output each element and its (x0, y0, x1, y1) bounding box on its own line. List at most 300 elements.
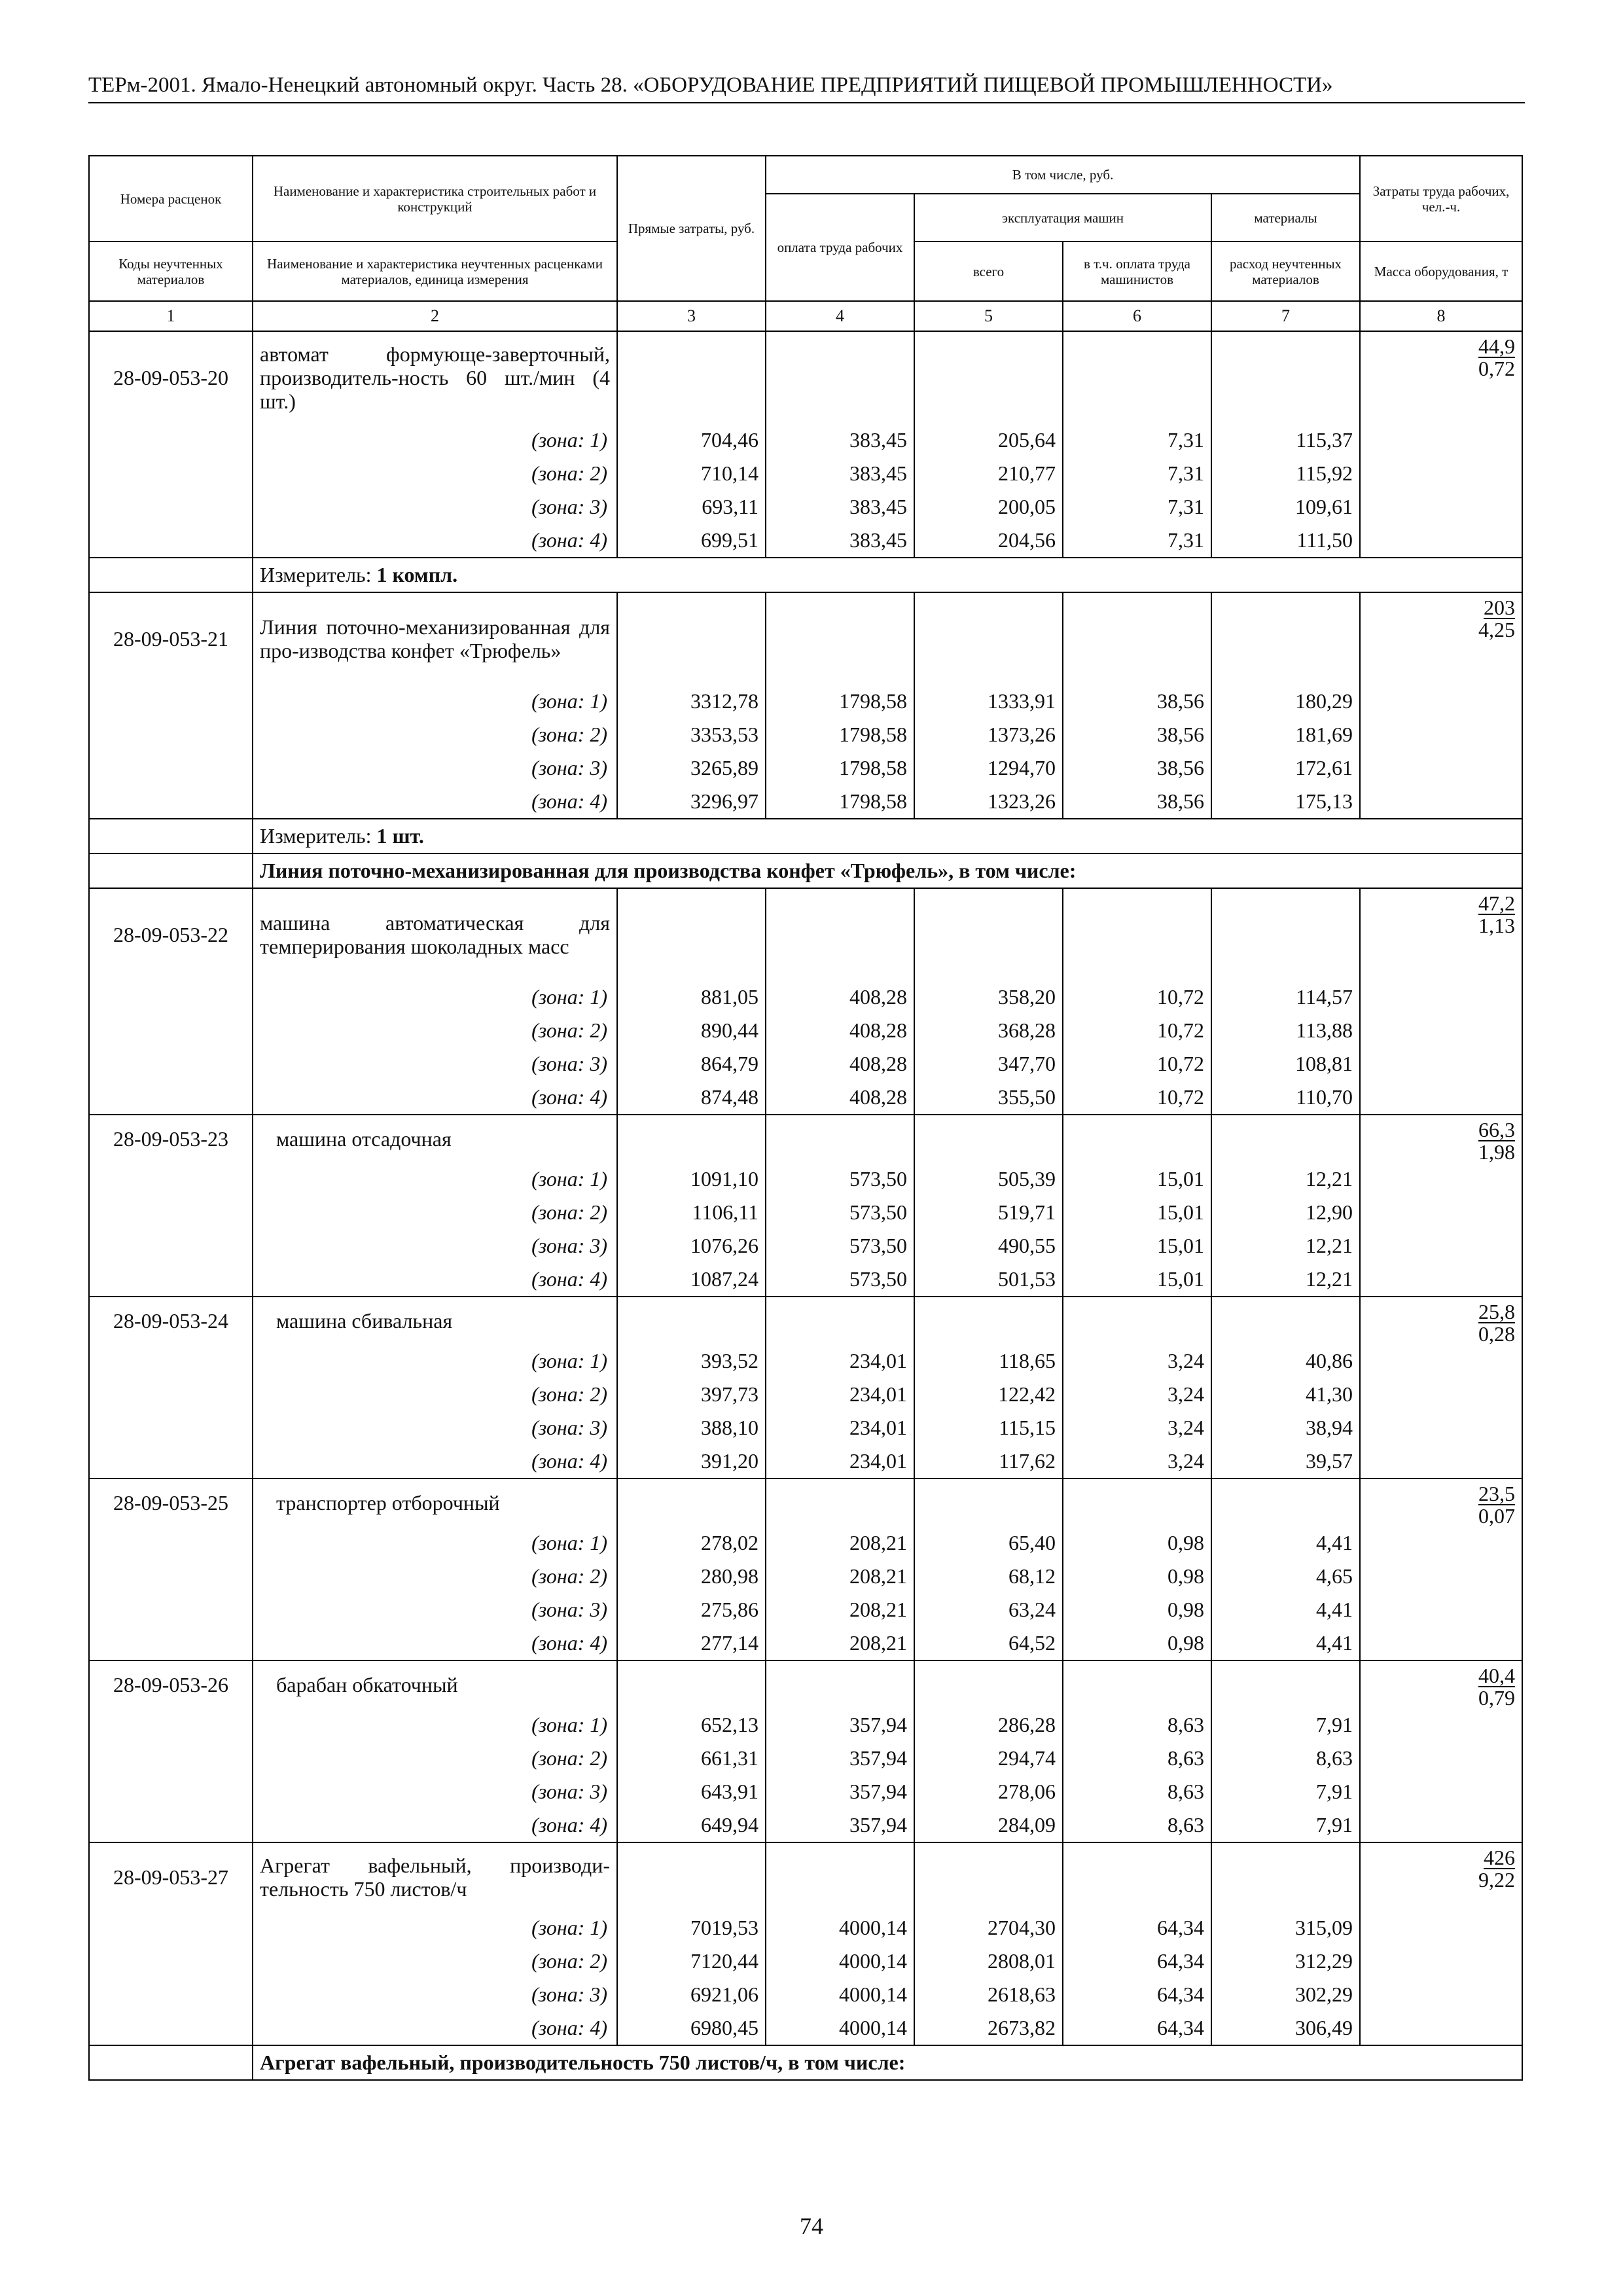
zone-label: (зона: 3) (253, 1047, 617, 1081)
cost-value: 7,91 (1211, 1708, 1360, 1742)
cost-value: 0,98 (1063, 1526, 1211, 1560)
empty-cell (1360, 1196, 1522, 1229)
zone-label: (зона: 1) (253, 1162, 617, 1196)
zone-label: (зона: 3) (253, 1978, 617, 2011)
cost-value: 10,72 (1063, 1081, 1211, 1115)
cost-value: 3296,97 (617, 785, 766, 819)
cost-value: 312,29 (1211, 1945, 1360, 1978)
empty-cell (89, 1196, 253, 1229)
cost-value: 874,48 (617, 1081, 766, 1115)
cost-value: 205,64 (914, 423, 1063, 457)
cost-value: 1106,11 (617, 1196, 766, 1229)
empty-cell (89, 751, 253, 785)
zone-row (89, 1742, 1522, 1775)
empty-cell (1360, 1560, 1522, 1593)
cost-value: 881,05 (617, 980, 766, 1014)
column-number: 1 (89, 301, 253, 331)
empty-cell (1063, 1842, 1211, 1911)
zone-row (89, 685, 1522, 718)
cost-value: 1323,26 (914, 785, 1063, 819)
equipment-mass-value: 1,98 (1478, 1140, 1516, 1164)
cost-value: 383,45 (766, 524, 914, 558)
zone-row (89, 1775, 1522, 1808)
cost-value: 7,31 (1063, 423, 1211, 457)
cost-value: 704,46 (617, 423, 766, 457)
cost-value: 573,50 (766, 1229, 914, 1263)
empty-cell (766, 1297, 914, 1344)
cost-value: 505,39 (914, 1162, 1063, 1196)
empty-cell (617, 331, 766, 423)
empty-cell (1360, 1626, 1522, 1660)
cost-value: 208,21 (766, 1526, 914, 1560)
zone-row (89, 1047, 1522, 1081)
measure-row (89, 819, 1522, 853)
empty-cell (914, 592, 1063, 685)
empty-cell (1360, 1911, 1522, 1945)
cost-value: 347,70 (914, 1047, 1063, 1081)
cost-value: 3265,89 (617, 751, 766, 785)
machines-header: эксплуатация машин (914, 194, 1211, 242)
cost-value: 357,94 (766, 1775, 914, 1808)
cost-value: 63,24 (914, 1593, 1063, 1626)
empty-cell (914, 1297, 1063, 1344)
zone-label: (зона: 3) (253, 1229, 617, 1263)
item-row (89, 1115, 1522, 1162)
zone-row (89, 1560, 1522, 1593)
cost-value: 573,50 (766, 1196, 914, 1229)
empty-cell (1211, 592, 1360, 685)
cost-value: 357,94 (766, 1742, 914, 1775)
empty-cell (914, 1479, 1063, 1526)
cost-value: 110,70 (1211, 1081, 1360, 1115)
cost-value: 0,98 (1063, 1560, 1211, 1593)
price-code: 28-09-053-22 (89, 888, 253, 980)
empty-cell (617, 888, 766, 980)
empty-cell (766, 1479, 914, 1526)
cost-value: 12,21 (1211, 1263, 1360, 1297)
equipment-mass-value: 4,25 (1478, 618, 1516, 641)
item-row (89, 1297, 1522, 1344)
empty-cell (89, 1626, 253, 1660)
zone-label: (зона: 2) (253, 1560, 617, 1593)
cost-value: 208,21 (766, 1593, 914, 1626)
cost-value: 4000,14 (766, 1978, 914, 2011)
cost-value: 38,56 (1063, 685, 1211, 718)
cost-value: 573,50 (766, 1263, 914, 1297)
cost-value: 208,21 (766, 1560, 914, 1593)
cost-value: 64,34 (1063, 1978, 1211, 2011)
cost-value: 294,74 (914, 1742, 1063, 1775)
cost-value: 8,63 (1063, 1775, 1211, 1808)
cost-value: 890,44 (617, 1014, 766, 1047)
price-code: 28-09-053-21 (89, 592, 253, 685)
cost-value: 1798,58 (766, 718, 914, 751)
empty-cell (1360, 1344, 1522, 1378)
empty-cell (89, 685, 253, 718)
empty-cell (1211, 1297, 1360, 1344)
empty-cell (914, 1842, 1063, 1911)
empty-cell (89, 558, 253, 592)
cost-value: 649,94 (617, 1808, 766, 1842)
cost-value: 8,63 (1211, 1742, 1360, 1775)
empty-cell (1211, 888, 1360, 980)
zone-label: (зона: 4) (253, 1808, 617, 1842)
equipment-mass-value: 1,13 (1478, 914, 1516, 937)
table-header (89, 156, 1522, 331)
empty-cell (89, 1808, 253, 1842)
empty-cell (1211, 1842, 1360, 1911)
measure-unit: 1 шт. (376, 824, 424, 848)
equipment-mass-value: 0,72 (1478, 357, 1516, 380)
work-name: Линия поточно-механизированная для про-изводства конфет «Трюфель» (253, 592, 617, 685)
empty-cell (89, 1378, 253, 1411)
zone-row (89, 457, 1522, 490)
zone-row (89, 1911, 1522, 1945)
cost-value: 1091,10 (617, 1162, 766, 1196)
cost-value: 68,12 (914, 1560, 1063, 1593)
empty-cell (914, 1660, 1063, 1708)
cost-value: 357,94 (766, 1808, 914, 1842)
work-name: машина сбивальная (253, 1297, 617, 1344)
cost-value: 383,45 (766, 423, 914, 457)
cost-value: 7019,53 (617, 1911, 766, 1945)
zone-row (89, 1081, 1522, 1115)
zone-label: (зона: 3) (253, 1411, 617, 1444)
item-row (89, 592, 1522, 685)
cost-value: 306,49 (1211, 2011, 1360, 2045)
labor-cost-value: 47,2 (1478, 891, 1516, 915)
price-code: 28-09-053-24 (89, 1297, 253, 1344)
empty-cell (89, 1263, 253, 1297)
empty-cell (89, 1593, 253, 1626)
empty-cell (1360, 423, 1522, 457)
zone-row (89, 1378, 1522, 1411)
cost-value: 3312,78 (617, 685, 766, 718)
cost-value: 573,50 (766, 1162, 914, 1196)
empty-cell (89, 1444, 253, 1479)
cost-value: 2618,63 (914, 1978, 1063, 2011)
empty-cell (1360, 524, 1522, 558)
cost-value: 8,63 (1063, 1808, 1211, 1842)
cost-value: 111,50 (1211, 524, 1360, 558)
empty-cell (89, 1047, 253, 1081)
empty-cell (1360, 1378, 1522, 1411)
empty-cell (1360, 751, 1522, 785)
cost-value: 204,56 (914, 524, 1063, 558)
cost-value: 4,41 (1211, 1526, 1360, 1560)
cost-value: 7,91 (1211, 1775, 1360, 1808)
col6-header: в т.ч. оплата труда машинистов (1063, 242, 1211, 301)
table-body (89, 331, 1522, 2080)
labor-mass-cell (1360, 888, 1522, 980)
zone-row (89, 1229, 1522, 1263)
cost-value: 7,31 (1063, 524, 1211, 558)
empty-cell (89, 1229, 253, 1263)
empty-cell (1360, 1945, 1522, 1978)
item-row (89, 1479, 1522, 1526)
zone-label: (зона: 2) (253, 457, 617, 490)
cost-value: 302,29 (1211, 1978, 1360, 2011)
zone-label: (зона: 2) (253, 718, 617, 751)
column-number: 4 (766, 301, 914, 331)
measure-row (89, 558, 1522, 592)
empty-cell (1063, 1115, 1211, 1162)
empty-cell (89, 1560, 253, 1593)
cost-value: 8,63 (1063, 1742, 1211, 1775)
cost-value: 519,71 (914, 1196, 1063, 1229)
empty-cell (1360, 1808, 1522, 1842)
zone-row (89, 423, 1522, 457)
cost-value: 12,21 (1211, 1162, 1360, 1196)
labor-cost-value: 40,4 (1478, 1664, 1516, 1687)
empty-cell (1360, 1775, 1522, 1808)
cost-value: 10,72 (1063, 1014, 1211, 1047)
col2-header-top: Наименование и характеристика строительных работ и конструкций (253, 156, 617, 242)
empty-cell (89, 1708, 253, 1742)
cost-value: 393,52 (617, 1344, 766, 1378)
cost-value: 0,98 (1063, 1626, 1211, 1660)
zone-label: (зона: 3) (253, 751, 617, 785)
col5-header: всего (914, 242, 1063, 301)
empty-cell (1360, 1229, 1522, 1263)
empty-cell (89, 1162, 253, 1196)
item-row (89, 888, 1522, 980)
empty-cell (1360, 1162, 1522, 1196)
zone-row (89, 1626, 1522, 1660)
cost-value: 278,06 (914, 1775, 1063, 1808)
empty-cell (1360, 1047, 1522, 1081)
cost-value: 6980,45 (617, 2011, 766, 2045)
running-header: ТЕРм-2001. Ямало-Ненецкий автономный округ. Часть 28. «ОБОРУДОВАНИЕ ПРЕДПРИЯТИЙ ПИЩЕВОЙ ПРОМЫШЛЕННОСТИ» (88, 72, 1525, 103)
empty-cell (1211, 331, 1360, 423)
price-table (88, 155, 1523, 2081)
empty-cell (89, 1742, 253, 1775)
labor-cost-value: 66,3 (1478, 1118, 1516, 1141)
work-name: автомат формующе-заверточный, производитель-ность 60 шт./мин (4 шт.) (253, 331, 617, 423)
empty-cell (89, 1978, 253, 2011)
empty-cell (89, 1945, 253, 1978)
cost-value: 180,29 (1211, 685, 1360, 718)
work-name: машина отсадочная (253, 1115, 617, 1162)
equipment-mass-value: 9,22 (1478, 1868, 1516, 1892)
cost-value: 6921,06 (617, 1978, 766, 2011)
cost-value: 4000,14 (766, 1911, 914, 1945)
col8-header-top: Затраты труда рабочих, чел.-ч. (1360, 156, 1522, 242)
zone-row (89, 785, 1522, 819)
cost-value: 0,98 (1063, 1593, 1211, 1626)
empty-cell (766, 888, 914, 980)
zone-row (89, 490, 1522, 524)
col2-header-bottom: Наименование и характеристика неучтенных расценками материалов, единица измерения (253, 242, 617, 301)
empty-cell (617, 1297, 766, 1344)
zone-label: (зона: 3) (253, 1775, 617, 1808)
cost-value: 15,01 (1063, 1263, 1211, 1297)
zone-row (89, 1411, 1522, 1444)
section-row (89, 2045, 1522, 2080)
empty-cell (914, 1115, 1063, 1162)
cost-value: 175,13 (1211, 785, 1360, 819)
cost-value: 358,20 (914, 980, 1063, 1014)
cost-value: 12,21 (1211, 1229, 1360, 1263)
empty-cell (1360, 785, 1522, 819)
zone-row (89, 1526, 1522, 1560)
labor-cost-value: 203 (1484, 596, 1516, 619)
zone-label: (зона: 3) (253, 490, 617, 524)
zone-row (89, 1263, 1522, 1297)
cost-value: 3,24 (1063, 1411, 1211, 1444)
cost-value: 408,28 (766, 1081, 914, 1115)
empty-cell (1360, 1593, 1522, 1626)
cost-value: 1798,58 (766, 685, 914, 718)
empty-cell (766, 1842, 914, 1911)
cost-value: 643,91 (617, 1775, 766, 1808)
work-name: Агрегат вафельный, производи-тельность 750 листов/ч (253, 1842, 617, 1911)
measure-label: Измеритель: (260, 824, 372, 848)
cost-value: 234,01 (766, 1411, 914, 1444)
empty-cell (89, 1081, 253, 1115)
zone-row (89, 524, 1522, 558)
empty-cell (1360, 1978, 1522, 2011)
column-numbers-row (89, 301, 1522, 331)
empty-cell (766, 331, 914, 423)
cost-value: 4,65 (1211, 1560, 1360, 1593)
zone-row (89, 751, 1522, 785)
cost-value: 38,56 (1063, 785, 1211, 819)
empty-cell (617, 1479, 766, 1526)
labor-cost-value: 23,5 (1478, 1482, 1516, 1505)
empty-cell (89, 1014, 253, 1047)
labor-mass-cell (1360, 1660, 1522, 1708)
labor-mass-cell (1360, 1842, 1522, 1911)
cost-value: 1373,26 (914, 718, 1063, 751)
cost-value: 286,28 (914, 1708, 1063, 1742)
zone-label: (зона: 4) (253, 785, 617, 819)
empty-cell (89, 718, 253, 751)
cost-value: 2704,30 (914, 1911, 1063, 1945)
empty-cell (89, 819, 253, 853)
cost-value: 4,41 (1211, 1626, 1360, 1660)
cost-value: 38,56 (1063, 718, 1211, 751)
cost-value: 113,88 (1211, 1014, 1360, 1047)
empty-cell (89, 457, 253, 490)
measure-cell (253, 558, 1522, 592)
empty-cell (1360, 980, 1522, 1014)
cost-value: 1333,91 (914, 685, 1063, 718)
cost-value: 39,57 (1211, 1444, 1360, 1479)
zone-label: (зона: 4) (253, 1263, 617, 1297)
empty-cell (617, 592, 766, 685)
empty-cell (1360, 1014, 1522, 1047)
measure-label: Измеритель: (260, 563, 372, 586)
cost-value: 4000,14 (766, 2011, 914, 2045)
zone-label: (зона: 1) (253, 685, 617, 718)
cost-value: 122,42 (914, 1378, 1063, 1411)
labor-cost-value: 426 (1484, 1846, 1516, 1869)
zone-label: (зона: 2) (253, 1014, 617, 1047)
empty-cell (1063, 1660, 1211, 1708)
column-number: 7 (1211, 301, 1360, 331)
empty-cell (1063, 592, 1211, 685)
empty-cell (1360, 1742, 1522, 1775)
cost-value: 7,31 (1063, 490, 1211, 524)
cost-value: 277,14 (617, 1626, 766, 1660)
empty-cell (89, 980, 253, 1014)
zone-label: (зона: 1) (253, 1526, 617, 1560)
cost-value: 275,86 (617, 1593, 766, 1626)
cost-value: 3,24 (1063, 1344, 1211, 1378)
empty-cell (89, 1775, 253, 1808)
cost-value: 3353,53 (617, 718, 766, 751)
cost-value: 1087,24 (617, 1263, 766, 1297)
cost-value: 117,62 (914, 1444, 1063, 1479)
including-header: В том числе, руб. (766, 156, 1360, 194)
section-title: Линия поточно-механизированная для производства конфет «Трюфель», в том числе: (253, 853, 1522, 888)
zone-label: (зона: 1) (253, 1344, 617, 1378)
zone-row (89, 1444, 1522, 1479)
price-code: 28-09-053-23 (89, 1115, 253, 1162)
labor-cost-value: 44,9 (1478, 334, 1516, 358)
empty-cell (914, 888, 1063, 980)
cost-value: 391,20 (617, 1444, 766, 1479)
cost-value: 1798,58 (766, 785, 914, 819)
cost-value: 4000,14 (766, 1945, 914, 1978)
empty-cell (1211, 1479, 1360, 1526)
cost-value: 1798,58 (766, 751, 914, 785)
empty-cell (89, 524, 253, 558)
column-number: 2 (253, 301, 617, 331)
cost-value: 7120,44 (617, 1945, 766, 1978)
cost-value: 200,05 (914, 490, 1063, 524)
cost-value: 864,79 (617, 1047, 766, 1081)
cost-value: 1076,26 (617, 1229, 766, 1263)
empty-cell (914, 331, 1063, 423)
empty-cell (89, 1911, 253, 1945)
empty-cell (89, 2011, 253, 2045)
cost-value: 64,34 (1063, 1911, 1211, 1945)
empty-cell (1063, 1479, 1211, 1526)
cost-value: 118,65 (914, 1344, 1063, 1378)
cost-value: 234,01 (766, 1344, 914, 1378)
cost-value: 208,21 (766, 1626, 914, 1660)
zone-row (89, 1978, 1522, 2011)
cost-value: 278,02 (617, 1526, 766, 1560)
empty-cell (89, 490, 253, 524)
zone-label: (зона: 1) (253, 1708, 617, 1742)
empty-cell (1360, 1708, 1522, 1742)
empty-cell (1360, 490, 1522, 524)
empty-cell (1360, 1263, 1522, 1297)
cost-value: 114,57 (1211, 980, 1360, 1014)
cost-value: 652,13 (617, 1708, 766, 1742)
cost-value: 15,01 (1063, 1196, 1211, 1229)
measure-cell (253, 819, 1522, 853)
materials-header: материалы (1211, 194, 1360, 242)
cost-value: 357,94 (766, 1708, 914, 1742)
item-row (89, 331, 1522, 423)
empty-cell (617, 1660, 766, 1708)
cost-value: 284,09 (914, 1808, 1063, 1842)
column-number: 3 (617, 301, 766, 331)
empty-cell (1360, 718, 1522, 751)
work-name: барабан обкаточный (253, 1660, 617, 1708)
cost-value: 355,50 (914, 1081, 1063, 1115)
zone-label: (зона: 3) (253, 1593, 617, 1626)
empty-cell (1360, 685, 1522, 718)
cost-value: 10,72 (1063, 1047, 1211, 1081)
price-code: 28-09-053-20 (89, 331, 253, 423)
measure-unit: 1 компл. (376, 563, 458, 586)
cost-value: 64,34 (1063, 2011, 1211, 2045)
